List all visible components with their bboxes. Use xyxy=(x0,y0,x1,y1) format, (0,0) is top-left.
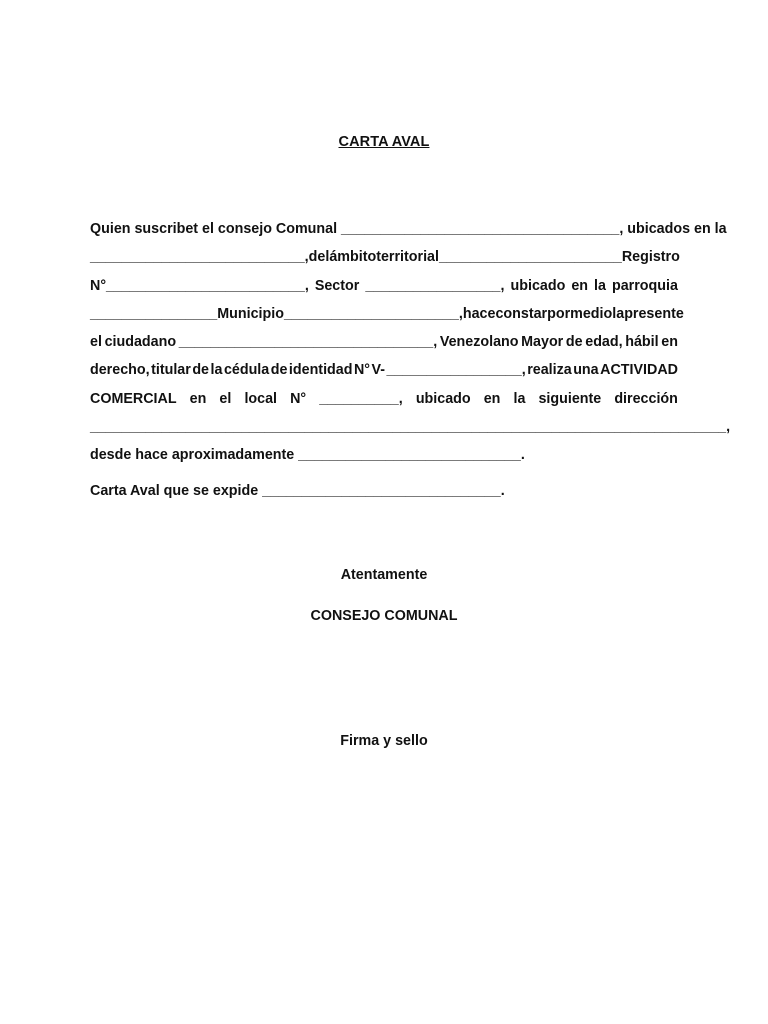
paragraph-word: _______________________ xyxy=(438,249,622,266)
paragraph-line xyxy=(90,441,678,469)
paragraph-word: constar xyxy=(495,305,548,322)
expide-line: Carta Aval que se expide ______________________________. xyxy=(90,483,505,499)
paragraph-word: Municipio xyxy=(217,305,284,322)
paragraph-word: siguiente xyxy=(538,390,602,407)
paragraph-word: ______________________, xyxy=(283,305,463,322)
paragraph-word: del xyxy=(308,249,330,266)
body-paragraph xyxy=(90,215,731,470)
paragraph-line xyxy=(90,328,678,356)
paragraph-line xyxy=(90,385,678,413)
paragraph-word: hábil xyxy=(625,334,659,351)
paragraph-word: el xyxy=(219,390,232,407)
paragraph-word: la xyxy=(594,277,606,294)
paragraph-word: ________________ xyxy=(90,305,218,322)
paragraph-line xyxy=(90,413,731,441)
signature-label: Firma y sello xyxy=(340,733,428,749)
paragraph-word: ________________________________________________________________________________, xyxy=(90,419,731,436)
paragraph-word: __________, xyxy=(319,390,403,407)
paragraph-word: N°_________________________, xyxy=(90,277,309,294)
paragraph-word: identidad xyxy=(288,362,353,379)
paragraph-word: ubicado xyxy=(415,390,471,407)
paragraph-word: N° xyxy=(290,390,307,407)
paragraph-word: presente xyxy=(624,305,684,322)
paragraph-word: V- xyxy=(371,362,386,379)
paragraph-word: ciudadano xyxy=(104,334,177,351)
paragraph-word: _________________, xyxy=(386,362,526,379)
paragraph-line xyxy=(90,215,727,243)
paragraph-word: medio xyxy=(570,305,613,322)
paragraph-word: ________________________________, xyxy=(178,334,438,351)
paragraph-word: la xyxy=(612,305,625,322)
paragraph-word: en xyxy=(571,277,589,294)
paragraph-word: Mayor xyxy=(521,334,564,351)
paragraph-word: la xyxy=(513,390,526,407)
document-title: CARTA AVAL xyxy=(338,134,430,150)
paragraph-word: local xyxy=(244,390,278,407)
paragraph-line xyxy=(90,272,678,300)
paragraph-word: ámbito xyxy=(329,249,377,266)
paragraph-word: ACTIVIDAD xyxy=(600,362,678,379)
paragraph-word: desde hace aproximadamente ____________________________. xyxy=(90,447,525,464)
paragraph-word: Quien suscribet el consejo Comunal ___________________________________, ubicados en la xyxy=(90,221,727,237)
paragraph-word: realiza xyxy=(527,362,572,379)
paragraph-word: titular xyxy=(151,362,191,379)
paragraph-word: ubicado xyxy=(510,277,566,294)
paragraph-word: de xyxy=(270,362,288,379)
paragraph-word: cédula xyxy=(223,362,270,379)
paragraph-word: en xyxy=(483,390,501,407)
paragraph-word: hace xyxy=(462,305,496,322)
paragraph-word: de xyxy=(565,334,583,351)
paragraph-word: _________________, xyxy=(365,277,505,294)
closing-text: Atentamente xyxy=(340,567,428,583)
paragraph-line xyxy=(90,243,678,271)
paragraph-word: en xyxy=(661,334,678,351)
organization-name: CONSEJO COMUNAL xyxy=(310,608,458,624)
paragraph-word: una xyxy=(573,362,599,379)
paragraph-word: la xyxy=(210,362,223,379)
paragraph-word: por xyxy=(547,305,571,322)
paragraph-word: de xyxy=(192,362,209,379)
paragraph-word: COMERCIAL xyxy=(90,390,177,407)
paragraph-word: el xyxy=(90,334,102,351)
paragraph-word: Sector xyxy=(314,277,360,294)
paragraph-word: derecho, xyxy=(90,362,150,379)
paragraph-word: en xyxy=(189,390,207,407)
paragraph-word: parroquia xyxy=(611,277,678,294)
paragraph-line xyxy=(90,300,684,328)
paragraph-word: edad, xyxy=(585,334,623,351)
paragraph-word: dirección xyxy=(614,390,678,407)
paragraph-word: Registro xyxy=(621,249,680,266)
paragraph-word: territorial xyxy=(376,249,439,266)
paragraph-word: ___________________________, xyxy=(90,249,309,266)
paragraph-line xyxy=(90,356,678,384)
paragraph-word: Venezolano xyxy=(439,334,519,351)
paragraph-word: N° xyxy=(353,362,371,379)
